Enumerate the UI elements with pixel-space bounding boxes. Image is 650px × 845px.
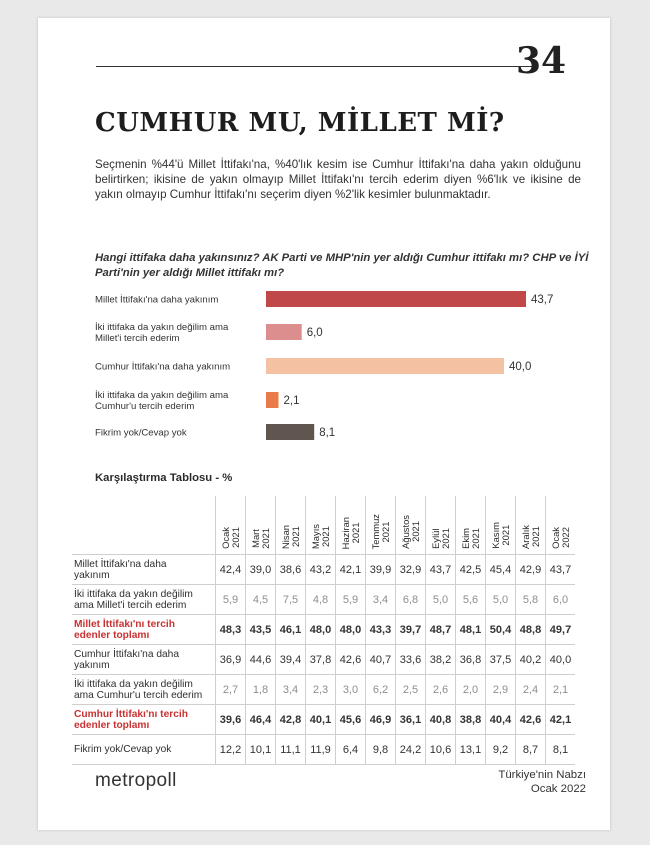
row-label: [72, 555, 216, 585]
table-cell: 42,6: [336, 645, 366, 675]
table-cell: 48,1: [456, 615, 486, 645]
month-header-line: Kasım: [489, 522, 501, 549]
bar: [266, 424, 314, 440]
table-cell: 2,5: [396, 675, 426, 705]
month-header-line: Ekim: [459, 528, 471, 549]
month-header: [516, 496, 546, 555]
table-row: [72, 705, 575, 735]
month-header: [216, 496, 246, 555]
bar-value-label: 2,1: [283, 395, 300, 407]
table-row: [72, 555, 575, 585]
source-line-1: Türkiye'nin Nabzı: [498, 769, 586, 781]
row-label-line: Millet İttifakı'na daha: [74, 558, 167, 570]
table-row: [72, 675, 575, 705]
row-label: [72, 705, 216, 735]
metropoll-logo: metropoll: [95, 770, 177, 791]
bar-category-label: İki ittifaka da yakın değilim ama Cumhur'u tercih ederim: [95, 390, 229, 412]
month-header-line: Ocak: [549, 527, 561, 549]
month-header: [456, 496, 486, 555]
month-header-line: 2021: [499, 525, 511, 547]
table-cell: 45,6: [336, 705, 366, 735]
table-cell: 42,9: [516, 555, 546, 585]
table-cell: 10,1: [246, 735, 276, 765]
table-cell: 36,8: [456, 645, 486, 675]
month-header-line: Ağustos: [399, 515, 411, 549]
table-cell: 42,1: [336, 555, 366, 585]
table-cell: 24,2: [396, 735, 426, 765]
table-cell: 9,8: [366, 735, 396, 765]
bar-value-label: 43,7: [531, 294, 554, 306]
month-header: [336, 496, 366, 555]
bar: [266, 324, 302, 340]
row-label-line: yakınım: [74, 569, 110, 581]
intro-paragraph: Seçmenin %44'ü Millet İttifakı'na, %40'lık kesim ise Cumhur İttifakı'na daha yakın olduğunu belirtirken; ikisine de yakın olmayıp Millet İttifakı'nı tercih ederim diyen %6'lık ve ikisine de yakın olmayıp Cumhur İttifakı'nı seçerim diyen %2'lik kesimler bulunmaktadır.: [95, 158, 581, 201]
table-cell: 48,3: [216, 615, 246, 645]
table-corner: [72, 496, 216, 555]
table-cell: 44,6: [246, 645, 276, 675]
page-title: CUMHUR MU, MİLLET Mİ?: [95, 108, 505, 138]
month-header: [396, 496, 426, 555]
month-header-text: [311, 521, 331, 549]
month-header-line: Mayıs: [309, 523, 321, 549]
table-cell: 40,2: [516, 645, 546, 675]
bar-value-label: 40,0: [508, 361, 532, 373]
table-cell: 42,1: [546, 705, 576, 735]
month-header-text: [341, 514, 361, 549]
table-cell: 5,0: [486, 585, 516, 615]
table-cell: 6,0: [546, 585, 576, 615]
table-row: [72, 615, 575, 645]
table-cell: 39,9: [366, 555, 396, 585]
month-header-text: [221, 524, 241, 549]
table-cell: 12,2: [216, 735, 246, 765]
survey-question: Hangi ittifaka daha yakınsınız? AK Parti ve MHP'nin yer aldığı Cumhur ittifakı mı? CHP ve İYİ Parti'nin yer aldığı Millet ittifakı mı?: [95, 252, 589, 279]
bar: [266, 392, 278, 408]
table-cell: 9,2: [486, 735, 516, 765]
month-header: [486, 496, 516, 555]
month-header-text: [281, 522, 301, 549]
table-cell: 6,2: [366, 675, 396, 705]
table-cell: 43,7: [426, 555, 456, 585]
row-label: [72, 735, 216, 765]
row-label-line: Millet İttifakı'nı tercih: [74, 618, 175, 630]
table-cell: 1,8: [246, 675, 276, 705]
table-cell: 39,0: [246, 555, 276, 585]
table-cell: 8,1: [546, 735, 576, 765]
bar-category-label: Millet İttifakı'na daha yakınım: [95, 294, 219, 306]
table-cell: 40,4: [486, 705, 516, 735]
table-cell: 4,5: [246, 585, 276, 615]
table-cell: 32,9: [396, 555, 426, 585]
table-cell: 42,6: [516, 705, 546, 735]
table-cell: 48,0: [336, 615, 366, 645]
month-header-line: Temmuz: [369, 513, 381, 549]
table-cell: 39,7: [396, 615, 426, 645]
month-header-line: 2021: [259, 528, 271, 549]
bar-category-label: İki ittifaka da yakın değilim ama Millet'i tercih ederim: [95, 322, 229, 344]
month-header-line: 2021: [319, 526, 331, 547]
month-header-line: Nisan: [279, 525, 291, 549]
table-cell: 46,4: [246, 705, 276, 735]
table-cell: 38,2: [426, 645, 456, 675]
table-cell: 2,0: [456, 675, 486, 705]
table-cell: 48,0: [306, 615, 336, 645]
row-label-line: ama Cumhur'u tercih ederim: [74, 689, 203, 701]
table-cell: 43,5: [246, 615, 276, 645]
month-header: [276, 496, 306, 555]
table-cell: 3,4: [276, 675, 306, 705]
bar-value-label: 6,0: [306, 327, 323, 339]
month-header-line: 2021: [379, 520, 391, 542]
table-cell: 3,0: [336, 675, 366, 705]
bar-value-label: 8,1: [319, 427, 336, 439]
table-cell: 37,5: [486, 645, 516, 675]
table-cell: 2,3: [306, 675, 336, 705]
table-cell: 39,6: [216, 705, 246, 735]
table-cell: 45,4: [486, 555, 516, 585]
table-cell: 2,6: [426, 675, 456, 705]
month-header-text: [461, 525, 481, 549]
table-cell: 6,8: [396, 585, 426, 615]
month-header-line: 2021: [349, 522, 361, 544]
month-header-line: Mart: [249, 529, 261, 548]
table-row: [72, 585, 575, 615]
table-cell: 10,6: [426, 735, 456, 765]
month-header: [426, 496, 456, 555]
month-header-line: 2021: [289, 526, 301, 548]
row-label-line: Cumhur İttifakı'na daha: [74, 648, 180, 660]
table-cell: 2,9: [486, 675, 516, 705]
table-cell: 39,4: [276, 645, 306, 675]
table-cell: 36,1: [396, 705, 426, 735]
row-label-line: edenler toplamı: [74, 629, 150, 641]
table-cell: 4,8: [306, 585, 336, 615]
comparison-table: [72, 496, 575, 765]
month-header-line: Aralık: [519, 525, 531, 549]
month-header-text: [491, 519, 511, 549]
table-cell: 37,8: [306, 645, 336, 675]
month-header-text: [431, 525, 451, 549]
month-header-text: [521, 522, 541, 549]
table-cell: 5,6: [456, 585, 486, 615]
row-label-line: edenler toplamı: [74, 719, 150, 731]
table-cell: 7,5: [276, 585, 306, 615]
row-label: [72, 615, 216, 645]
page-number: 34: [516, 40, 567, 82]
month-header: [306, 496, 336, 555]
month-header-text: [551, 524, 571, 549]
table-cell: 8,7: [516, 735, 546, 765]
row-label-line: İki ittifaka da yakın değilim: [74, 678, 193, 690]
month-header-text: [371, 511, 391, 549]
table-cell: 5,8: [516, 585, 546, 615]
bar-category-label: Cumhur İttifakı'na daha yakınım: [95, 361, 231, 373]
month-header-line: 2022: [559, 527, 571, 549]
table-row: [72, 645, 575, 675]
source-line-2: Ocak 2022: [530, 783, 586, 795]
table-cell: 5,9: [216, 585, 246, 615]
source-note: [476, 768, 586, 796]
table-cell: 43,2: [306, 555, 336, 585]
table-cell: 42,4: [216, 555, 246, 585]
table-cell: 11,1: [276, 735, 306, 765]
month-header-line: 2021: [439, 528, 451, 549]
table-cell: 11,9: [306, 735, 336, 765]
month-header-line: 2021: [409, 521, 421, 543]
month-header-line: 2021: [469, 528, 481, 549]
row-label-line: Cumhur İttifakı'nı tercih: [74, 708, 188, 720]
table-cell: 40,1: [306, 705, 336, 735]
table-cell: 36,9: [216, 645, 246, 675]
table-cell: 43,7: [546, 555, 576, 585]
table-cell: 42,5: [456, 555, 486, 585]
month-header-line: Eylül: [429, 528, 441, 549]
row-label-line: İki ittifaka da yakın değilim: [74, 588, 193, 600]
table-cell: 49,7: [546, 615, 576, 645]
table-cell: 5,0: [426, 585, 456, 615]
month-header-text: [401, 512, 421, 549]
table-cell: 13,1: [456, 735, 486, 765]
table-cell: 50,4: [486, 615, 516, 645]
month-header: [246, 496, 276, 555]
table-cell: 2,1: [546, 675, 576, 705]
row-label: [72, 645, 216, 675]
comparison-table-title: Karşılaştırma Tablosu - %: [95, 472, 233, 484]
month-header-line: 2021: [529, 526, 541, 548]
table-cell: 48,7: [426, 615, 456, 645]
table-cell: 40,8: [426, 705, 456, 735]
table-cell: 38,8: [456, 705, 486, 735]
table-cell: 2,7: [216, 675, 246, 705]
table-cell: 38,6: [276, 555, 306, 585]
report-page: [38, 18, 610, 830]
month-header: [366, 496, 396, 555]
month-header-line: 2021: [229, 527, 241, 549]
table-cell: 46,9: [366, 705, 396, 735]
table-cell: 42,8: [276, 705, 306, 735]
month-header: [546, 496, 576, 555]
table-cell: 43,3: [366, 615, 396, 645]
table-cell: 6,4: [336, 735, 366, 765]
table-cell: 5,9: [336, 585, 366, 615]
row-label: [72, 585, 216, 615]
month-header-text: [251, 525, 271, 549]
bar: [266, 291, 526, 307]
row-label: [72, 675, 216, 705]
table-cell: 46,1: [276, 615, 306, 645]
table-cell: 3,4: [366, 585, 396, 615]
month-header-line: Ocak: [219, 527, 231, 549]
row-label-line: Fikrim yok/Cevap yok: [74, 744, 172, 755]
table-cell: 40,0: [546, 645, 576, 675]
bar-category-label: Fikrim yok/Cevap yok: [95, 427, 187, 439]
row-label-line: ama Millet'i tercih ederim: [74, 599, 187, 611]
table-cell: 33,6: [396, 645, 426, 675]
table-cell: 40,7: [366, 645, 396, 675]
table-cell: 2,4: [516, 675, 546, 705]
bar: [266, 358, 504, 374]
month-header-line: Haziran: [339, 516, 351, 549]
table-cell: 48,8: [516, 615, 546, 645]
row-label-line: yakınım: [74, 659, 110, 671]
table-row: [72, 735, 575, 765]
